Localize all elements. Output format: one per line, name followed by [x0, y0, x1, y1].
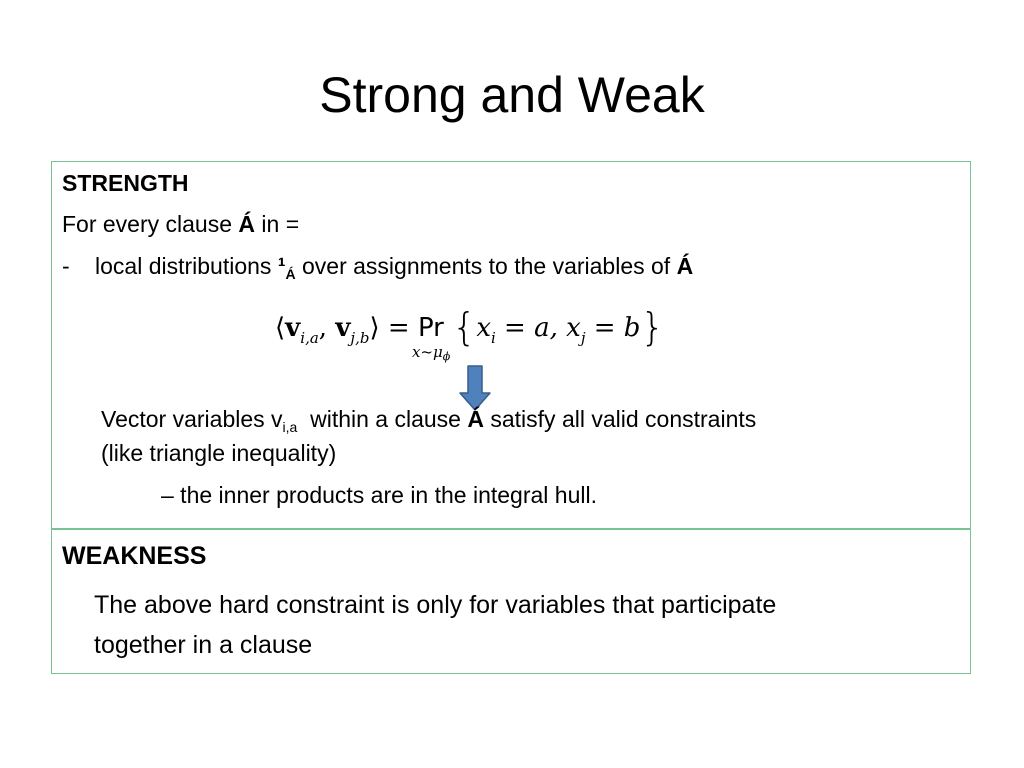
- formula-open-brace: {: [452, 305, 477, 349]
- formula-body-sub-i: i: [490, 329, 496, 347]
- formula-close-brace: }: [640, 305, 665, 349]
- clause-line-suffix: in =: [255, 211, 300, 237]
- formula-v2-sub: j,b: [350, 329, 370, 347]
- distributions-subscript: Á: [285, 266, 296, 282]
- formula-body-eq1: = a, x: [495, 313, 581, 343]
- weakness-line-1: The above hard constraint is only for variables that participate: [94, 591, 777, 619]
- clause-line: [62, 211, 299, 238]
- formula-open-angle: ⟨: [275, 313, 286, 343]
- weakness-line-2: together in a clause: [94, 631, 313, 659]
- slide-title: Strong and Weak: [319, 67, 705, 123]
- inner-product-formula: [275, 305, 665, 361]
- vector-variables-line: [101, 406, 756, 435]
- distributions-symbol: ¹: [277, 253, 286, 279]
- vector-symbol: Á: [467, 406, 484, 432]
- formula-v1: v: [285, 313, 301, 343]
- distributions-symbol-2: Á: [676, 253, 694, 279]
- triangle-inequality-line: (like triangle inequality): [101, 440, 337, 466]
- formula-pr-under-sub: ϕ: [442, 350, 451, 363]
- distributions-mid: over assignments to the variables of: [295, 253, 677, 279]
- vector-mid: within a clause: [297, 406, 468, 432]
- vector-suffix: satisfy all valid constraints: [483, 406, 757, 432]
- formula-body-sub-j: j: [580, 329, 586, 347]
- clause-line-prefix: For every clause: [62, 211, 239, 237]
- formula-equals: =: [379, 313, 418, 343]
- distributions-line: [95, 253, 693, 282]
- formula-v2: v: [335, 313, 351, 343]
- down-arrow-icon: [459, 365, 491, 411]
- formula-pr-under-text: x~μ: [411, 343, 443, 361]
- inner-products-line: – the inner products are in the integral hull.: [161, 482, 597, 508]
- formula-close-angle: ⟩: [369, 313, 380, 343]
- formula-pr-under: [412, 343, 450, 363]
- bullet-dash: -: [62, 253, 70, 279]
- distributions-prefix: local distributions: [95, 253, 278, 279]
- vector-prefix: Vector variables v: [101, 406, 283, 432]
- weakness-heading: WEAKNESS: [62, 542, 207, 570]
- formula-body-eq2: = b: [585, 313, 641, 343]
- formula-body-x: x: [476, 313, 491, 343]
- formula-v1-sub: i,a: [300, 329, 319, 347]
- formula-comma: ,: [318, 313, 336, 343]
- clause-symbol: Á: [238, 211, 256, 237]
- vector-subscript: i,a: [282, 419, 298, 435]
- formula-pr-text: Pr: [417, 313, 444, 343]
- strength-heading: STRENGTH: [62, 170, 189, 196]
- down-arrow-shape: [460, 366, 490, 410]
